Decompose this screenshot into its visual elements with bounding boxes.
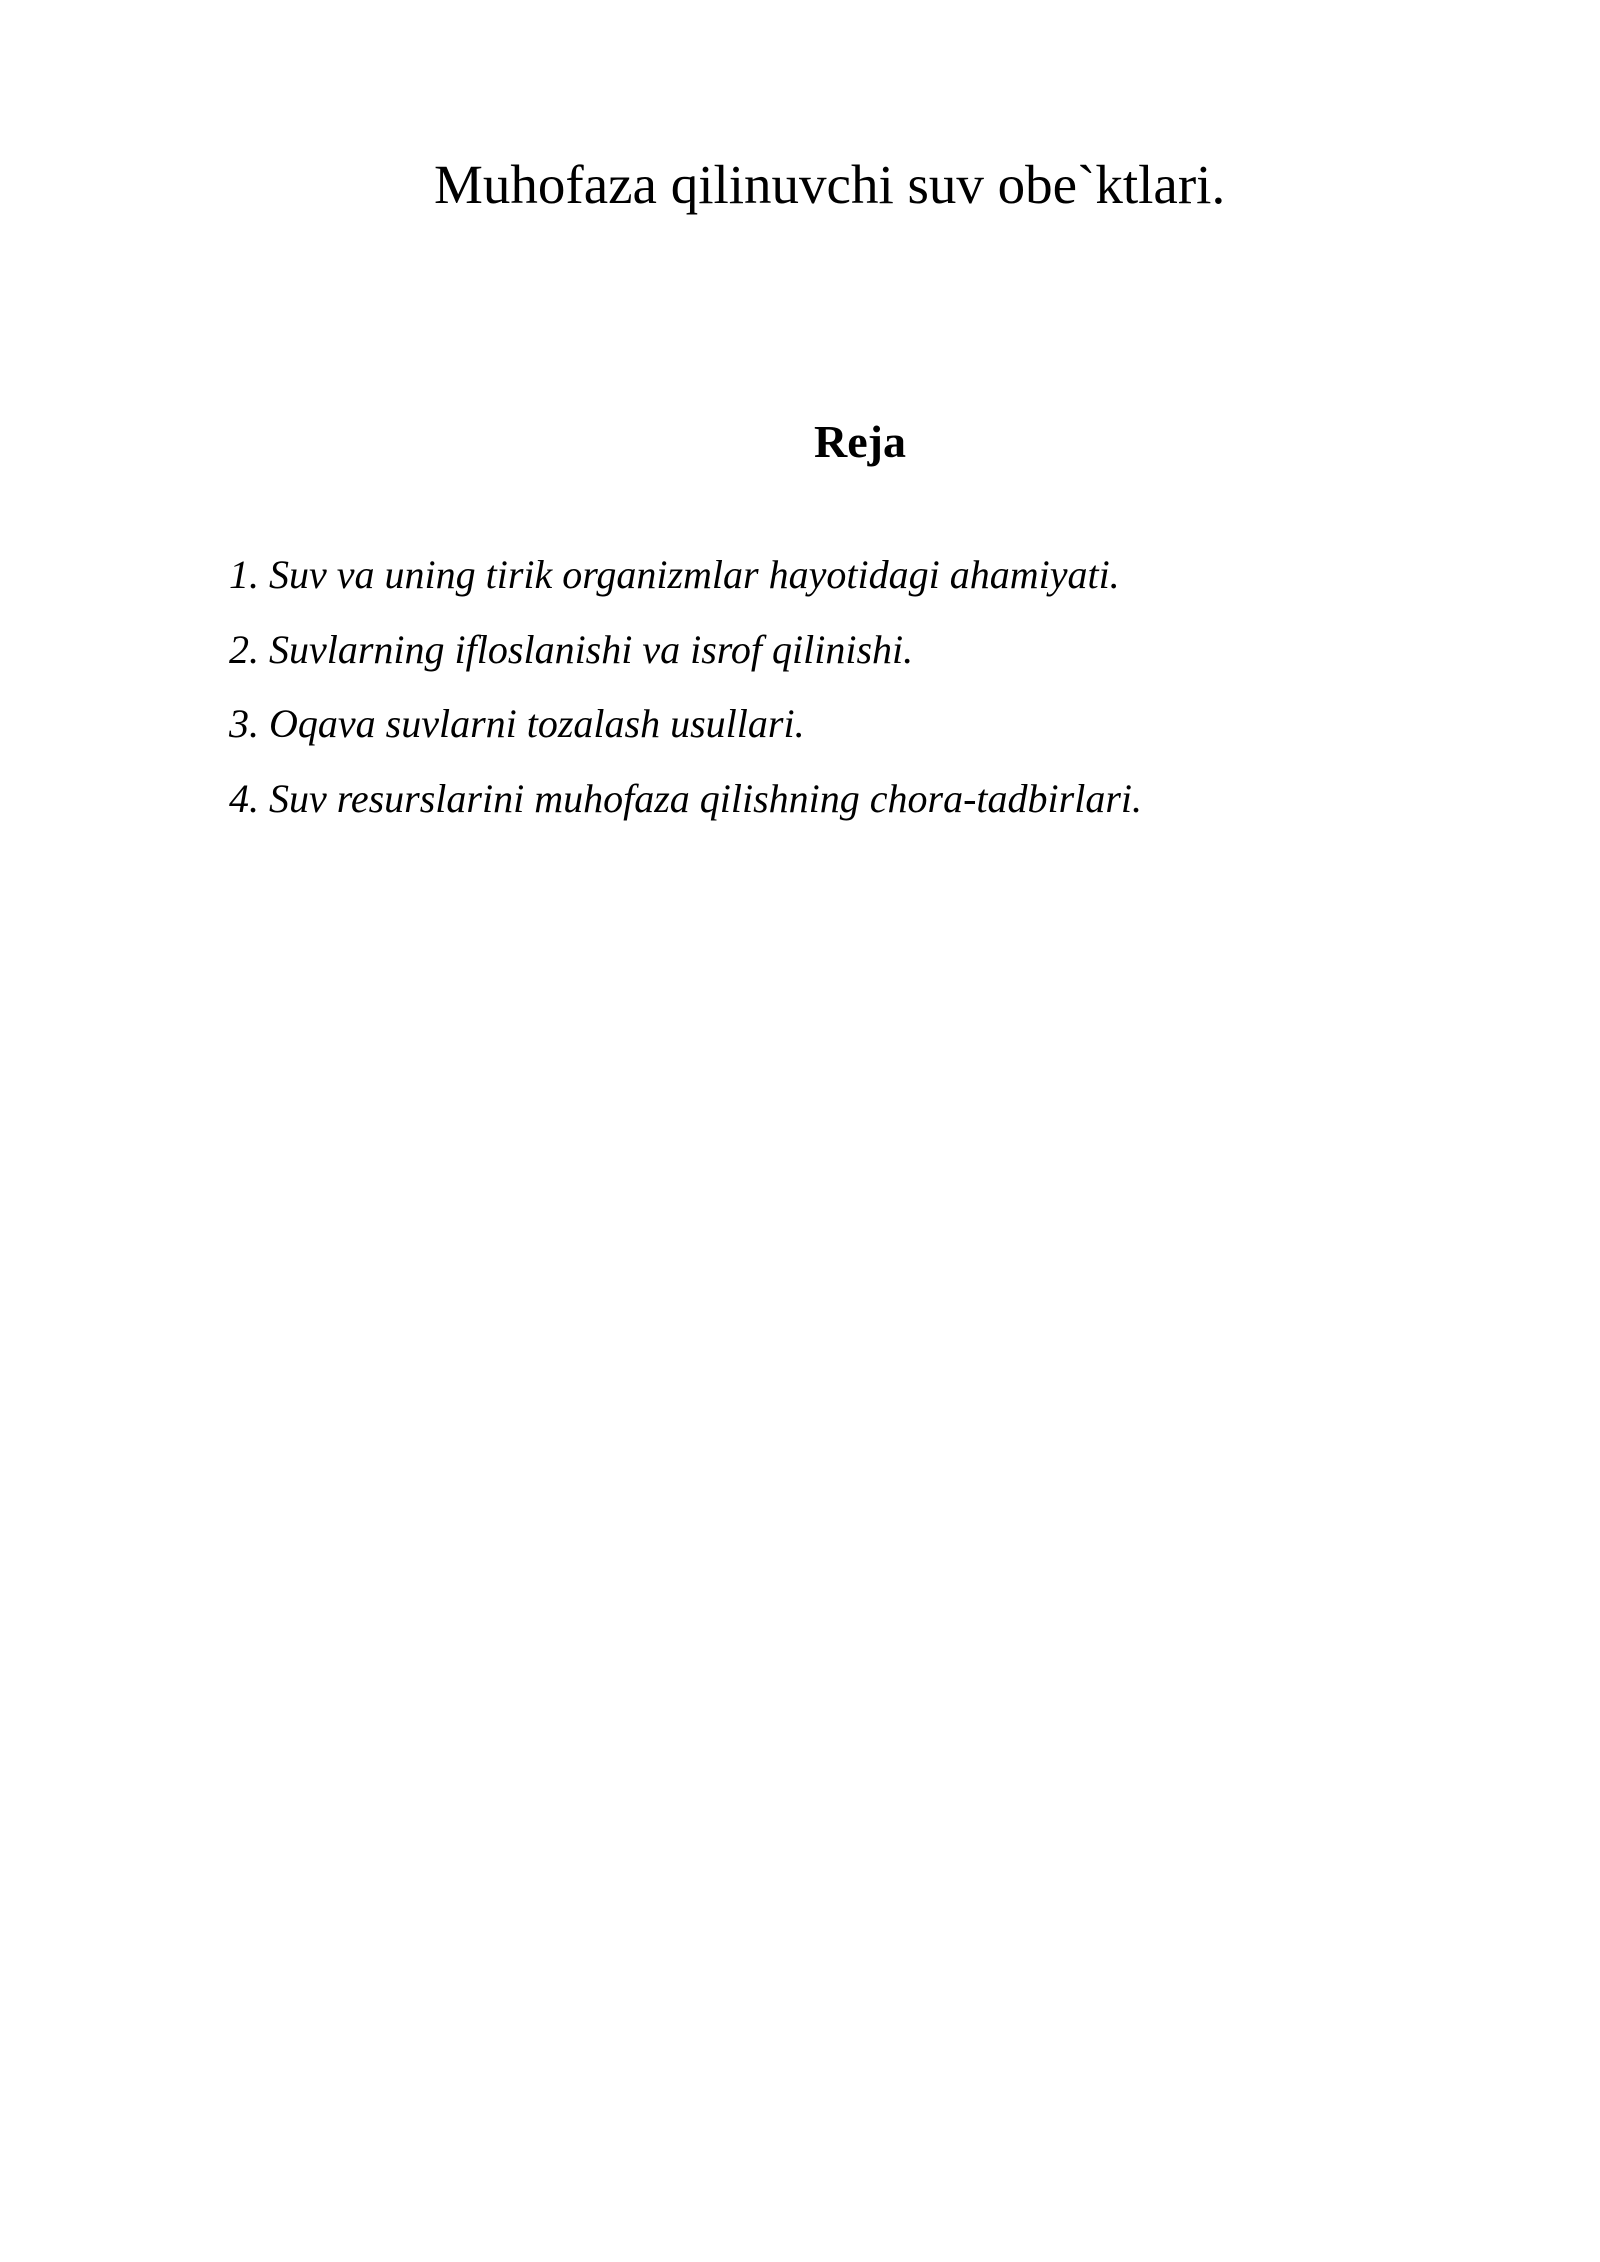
plan-list [229, 545, 1142, 843]
plan-item: 3. Oqava suvlarni tozalash usullari. [229, 701, 805, 746]
document-title: Muhofaza qilinuvchi suv obe`ktlari. [434, 154, 1226, 215]
plan-item: 4. Suv resurslarini muhofaza qilishning chora-tadbirlari. [229, 775, 1143, 821]
plan-item: 1. Suv va uning tirik organizmlar hayotidagi ahamiyati. [229, 552, 1120, 597]
plan-item: 2. Suvlarning ifloslanishi va isrof qilinishi. [229, 626, 914, 672]
plan-heading: Reja [814, 416, 906, 467]
